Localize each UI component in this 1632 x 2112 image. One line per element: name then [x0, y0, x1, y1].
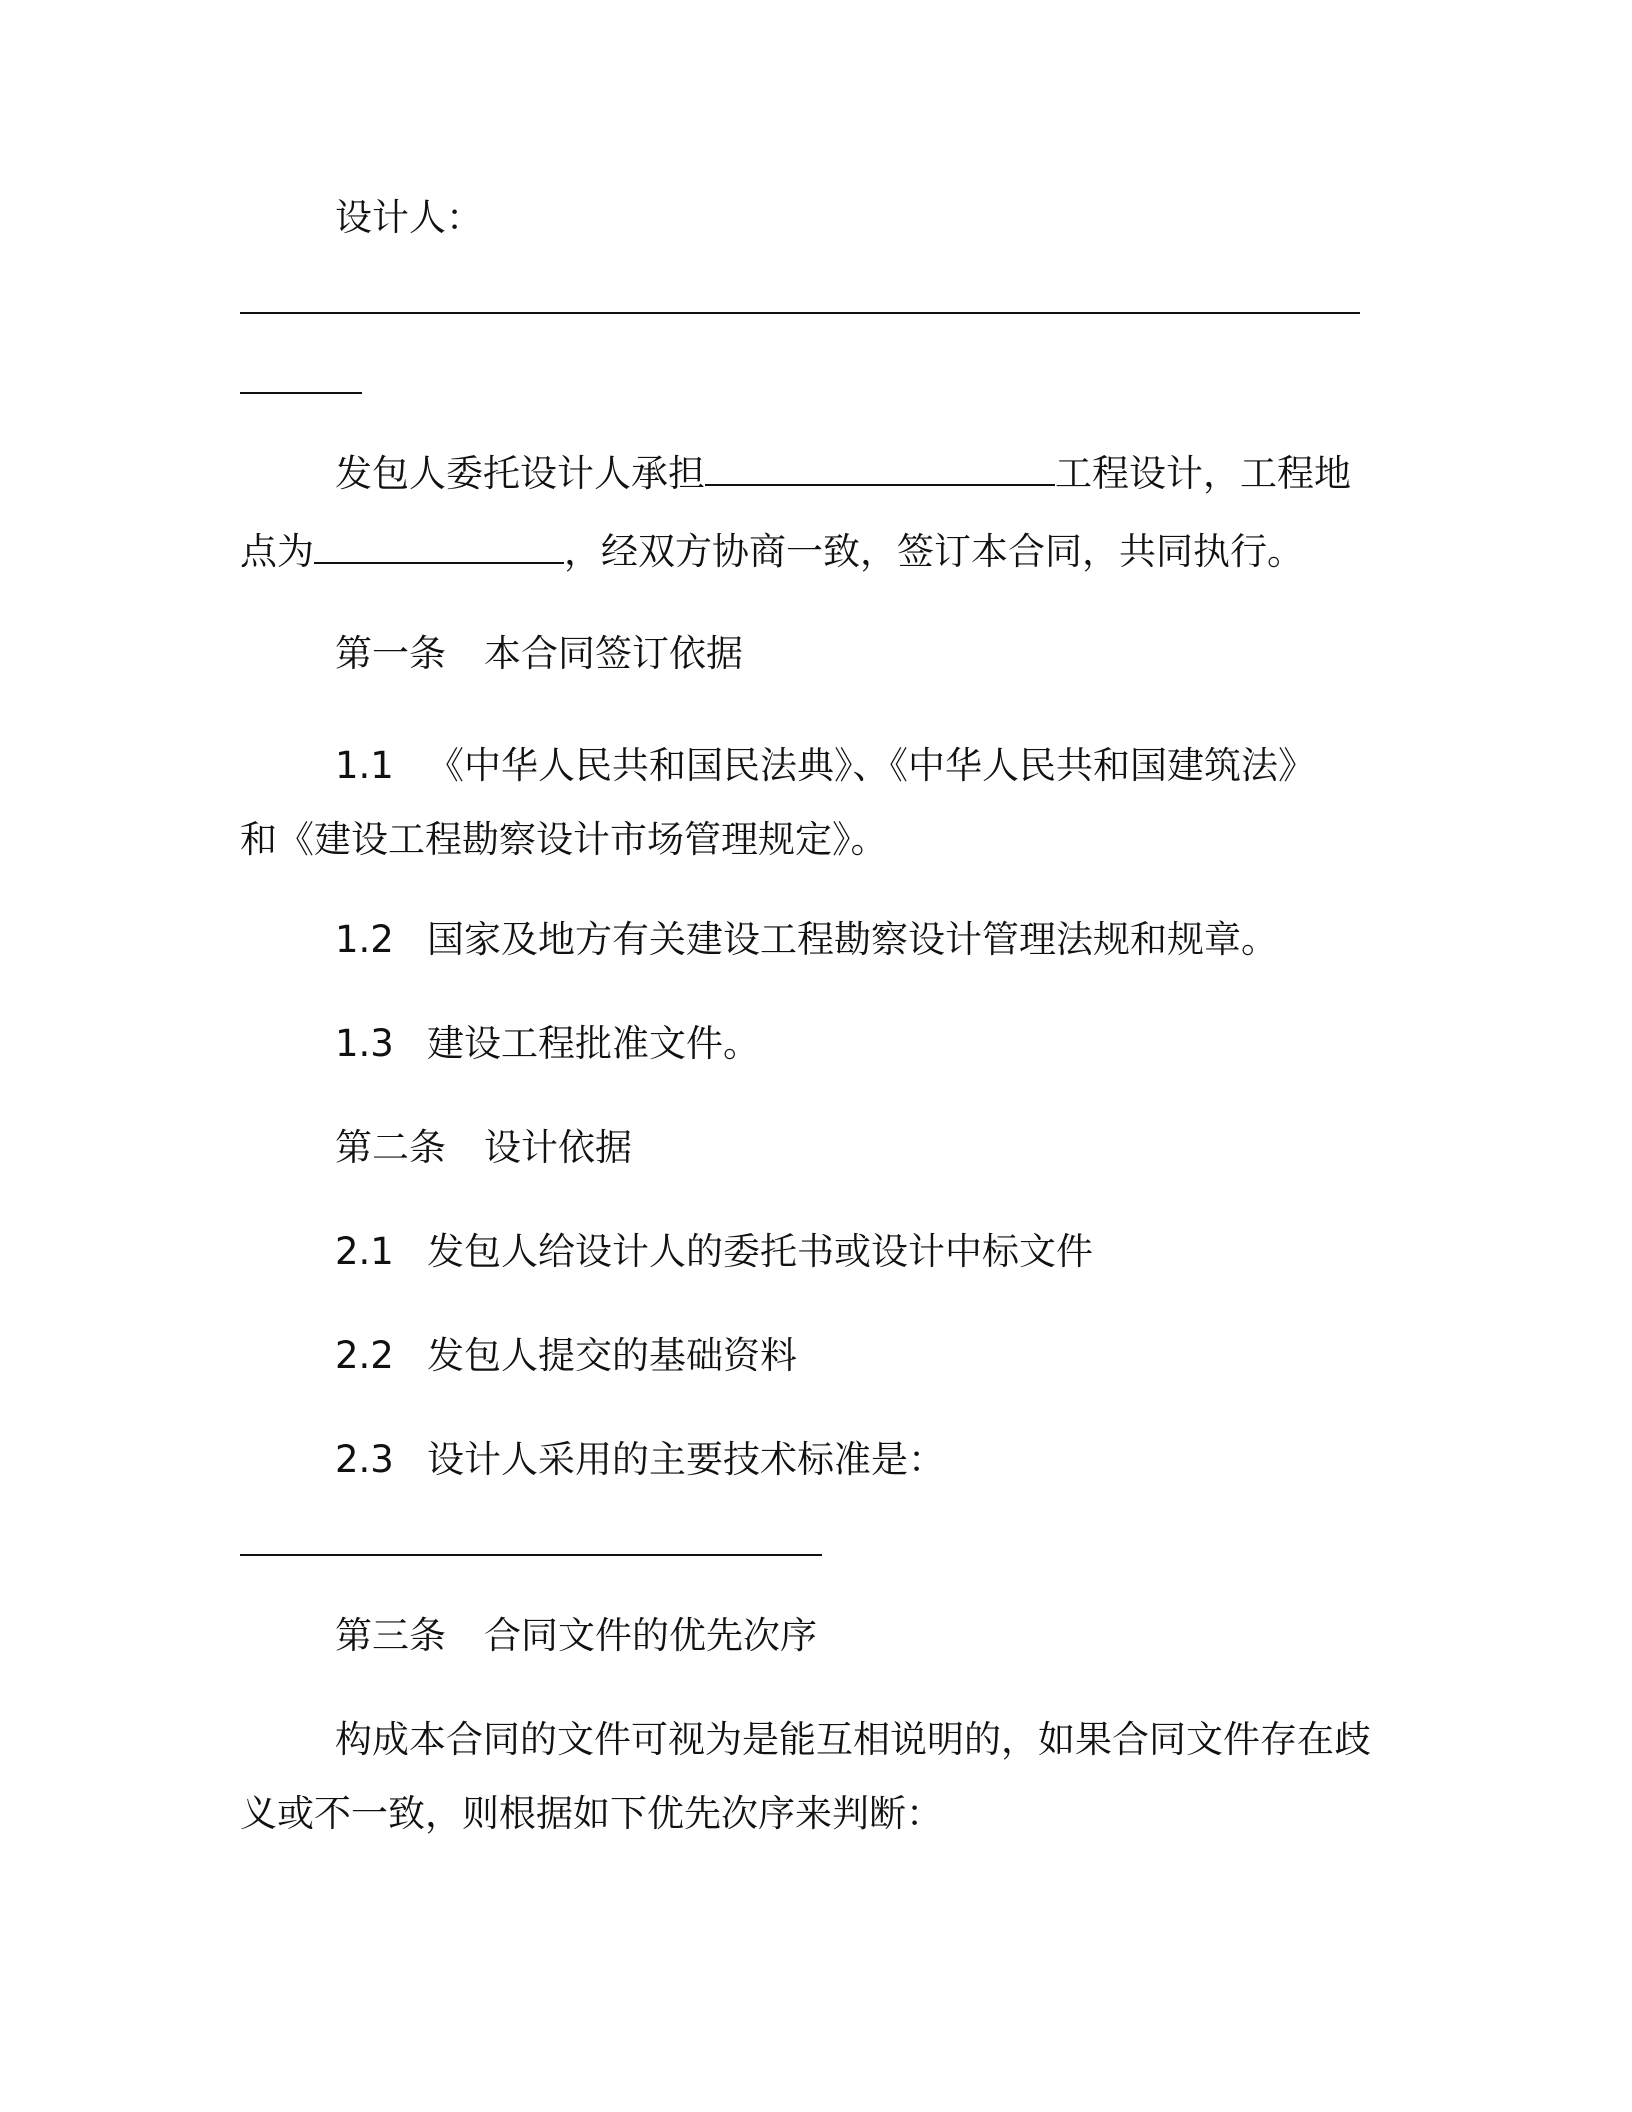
- designer-blank-line-2: [240, 392, 362, 394]
- clause-text: 建设工程批准文件。: [427, 1022, 760, 1065]
- clause-2-3: [240, 1438, 1390, 1482]
- clause-number: 2.2: [335, 1334, 394, 1377]
- technical-standard-blank-line: [240, 1554, 822, 1556]
- clause-number: 1.2: [335, 918, 394, 961]
- article-1-heading: [240, 632, 1390, 676]
- designer-blank-line-1: [240, 312, 1360, 314]
- article-3-paragraph-line-2: 义或不一致，则根据如下优先次序来判断：: [240, 1792, 943, 1835]
- article-3-subject: 合同文件的优先次序: [484, 1614, 817, 1657]
- clause-2-2: [240, 1334, 1390, 1378]
- clause-1-3: [240, 1022, 1390, 1066]
- clause-text: 国家及地方有关建设工程勘察设计管理法规和规章。: [427, 918, 1278, 961]
- clause-2-1: [240, 1230, 1390, 1274]
- article-2-title: 第二条: [335, 1126, 446, 1169]
- clause-number: 1.1: [335, 744, 394, 787]
- clause-text: 设计人采用的主要技术标准是：: [427, 1438, 945, 1481]
- clause-number: 2.3: [335, 1438, 394, 1481]
- location-text-after: ，经双方协商一致，签订本合同，共同执行。: [564, 530, 1304, 573]
- article-3-heading: [240, 1614, 1390, 1658]
- clause-text: 发包人提交的基础资料: [427, 1334, 797, 1377]
- clause-text: 和《建设工程勘察设计市场管理规定》。: [240, 818, 888, 861]
- article-2-heading: [240, 1126, 1390, 1170]
- article-3-title: 第三条: [335, 1614, 446, 1657]
- clause-number: 1.3: [335, 1022, 394, 1065]
- intro-line-2: [240, 528, 1390, 574]
- article-2-subject: 设计依据: [484, 1126, 632, 1169]
- clause-text: 发包人给设计人的委托书或设计中标文件: [427, 1230, 1093, 1273]
- clause-text: 《中华人民共和国民法典》、《中华人民共和国建筑法》: [427, 744, 1315, 787]
- clause-1-1: [240, 744, 1390, 788]
- article-1-title: 第一条: [335, 632, 446, 675]
- clause-1-2: [240, 918, 1390, 962]
- clause-1-1-continued: [240, 818, 1390, 862]
- designer-label: 设计人：: [335, 196, 483, 239]
- intro-text-before: 发包人委托设计人承担: [335, 452, 705, 495]
- article-1-subject: 本合同签订依据: [484, 632, 743, 675]
- article-3-paragraph-line-1: 构成本合同的文件可视为是能互相说明的，如果合同文件存在歧: [335, 1718, 1371, 1761]
- clause-number: 2.1: [335, 1230, 394, 1273]
- project-location-blank: [314, 528, 564, 564]
- intro-line-1: [240, 450, 1390, 496]
- project-name-blank: [705, 450, 1055, 486]
- location-text-before: 点为: [240, 530, 314, 573]
- intro-text-after: 工程设计，工程地: [1055, 452, 1351, 495]
